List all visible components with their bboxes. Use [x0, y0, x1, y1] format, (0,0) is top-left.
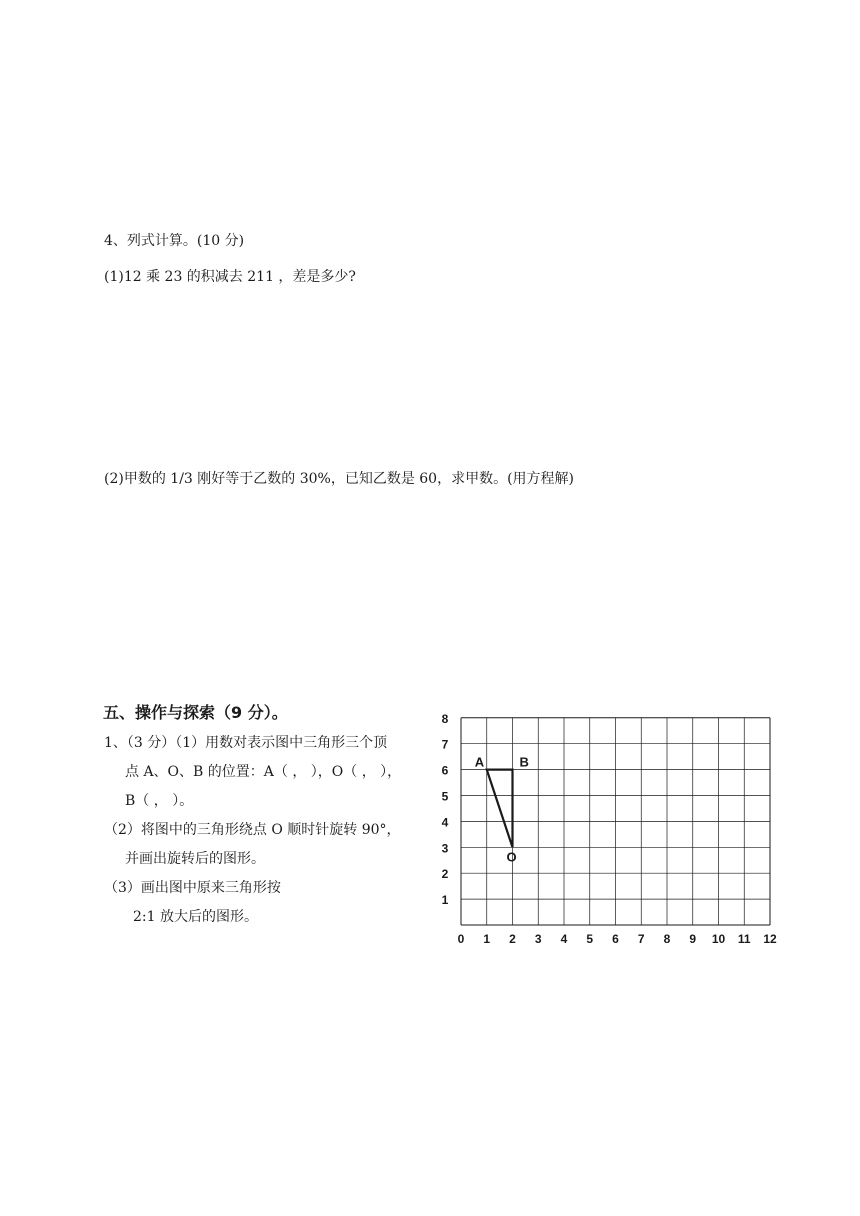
y-tick-label: 3: [441, 841, 449, 856]
grid-lines: [461, 718, 770, 925]
x-tick-label: 10: [711, 932, 726, 946]
question-4-1: (1)12 乘 23 的积减去 211 ，差是多少?: [104, 269, 356, 285]
y-tick-label: 6: [441, 763, 449, 778]
question-5-3-line2: 2:1 放大后的图形。: [133, 909, 258, 925]
x-tick-label: 1: [483, 932, 491, 946]
y-tick-label: 7: [441, 737, 449, 752]
x-tick-label: 3: [534, 932, 542, 946]
x-tick-label: 2: [509, 932, 516, 946]
y-axis-tick-labels: [442, 712, 449, 907]
x-tick-label: 4: [560, 932, 568, 946]
x-tick-label: 5: [586, 932, 594, 946]
y-tick-label: 1: [441, 893, 449, 908]
y-tick-label: 4: [441, 815, 449, 830]
question-5-1-line2: 点 A、O、B 的位置：A（ ， ），O（ ， ），: [125, 764, 402, 780]
y-tick-label: 2: [441, 867, 449, 882]
question-5-2-line2: 并画出旋转后的图形。: [125, 851, 265, 867]
triangle-shape: [487, 770, 513, 848]
section5-title: 五、操作与探索（9 分）。: [103, 703, 288, 722]
question-4-2: (2)甲数的 1/3 刚好等于乙数的 30%，已知乙数是 60，求甲数。(用方程解): [104, 471, 575, 487]
x-tick-label: 9: [689, 932, 697, 946]
x-tick-label: 12: [763, 932, 777, 946]
question-5-1-line1: 1、（3 分）（1）用数对表示图中三角形三个顶: [104, 735, 388, 751]
question-5-2-line1: （2）将图中的三角形绕点 O 顺时针旋转 90°，: [104, 822, 401, 838]
y-tick-label: 8: [441, 711, 449, 726]
y-tick-label: 5: [441, 789, 449, 804]
x-tick-label: 6: [612, 932, 619, 946]
section4-title: 4、列式计算。(10 分): [104, 233, 245, 249]
vertex-label-a: A: [474, 754, 485, 770]
x-tick-label: 11: [737, 932, 751, 946]
vertex-label-b: B: [519, 754, 529, 770]
x-tick-label: 7: [637, 932, 645, 946]
triangle-AOB: [487, 770, 513, 848]
vertex-labels: [475, 755, 529, 865]
question-5-3-line1: （3）画出图中原来三角形按: [104, 880, 281, 896]
question-5-1-line3: B（ ， ）。: [125, 793, 194, 809]
x-tick-label: 8: [663, 932, 671, 946]
x-tick-label: 0: [457, 932, 465, 946]
vertex-label-o: O: [506, 849, 517, 865]
x-axis-tick-labels: [458, 932, 777, 946]
